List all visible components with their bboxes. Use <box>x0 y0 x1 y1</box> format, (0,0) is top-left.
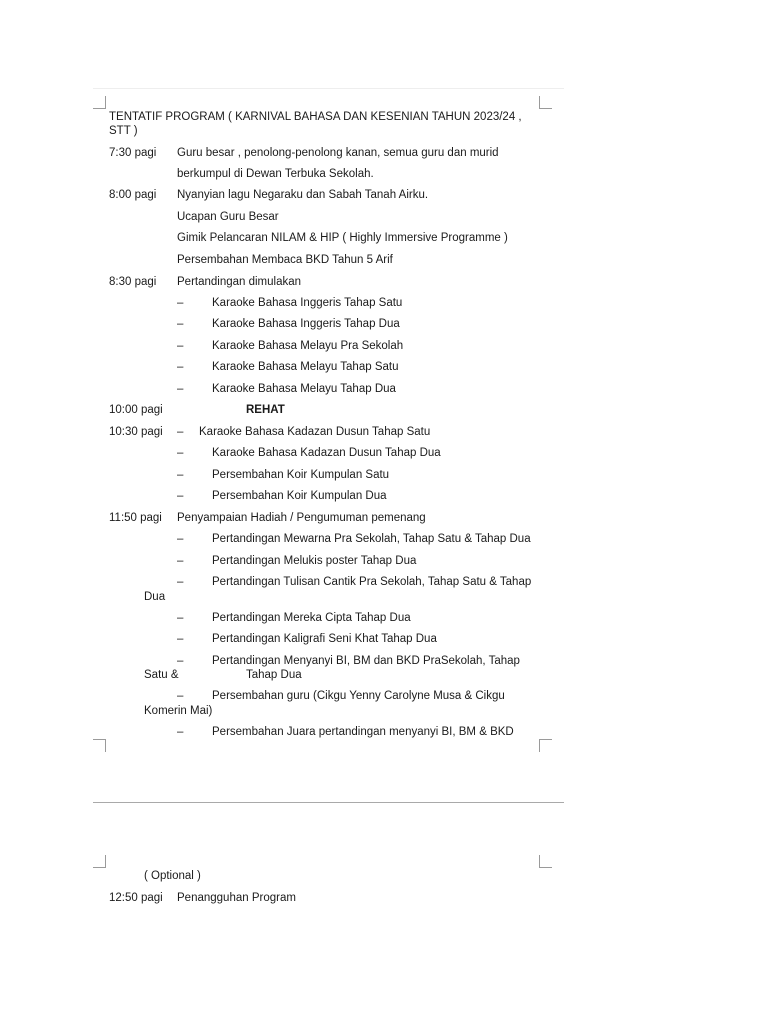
schedule-text: Ucapan Guru Besar <box>177 211 279 223</box>
schedule-text: Penyampaian Hadiah / Pengumuman pemenang <box>177 512 426 524</box>
list-dash: – <box>177 426 184 438</box>
time-label: 7:30 pagi <box>109 147 157 159</box>
list-item: Pertandingan Mereka Cipta Tahap Dua <box>212 612 411 624</box>
crop-mark-top-right <box>539 96 552 109</box>
list-dash: – <box>177 555 184 567</box>
schedule-text: Pertandingan dimulakan <box>177 276 302 288</box>
list-dash: – <box>177 297 184 309</box>
list-item: Pertandingan Menyanyi BI, BM dan BKD PraSekolah, Tahap <box>212 655 520 667</box>
list-dash: – <box>177 490 184 502</box>
list-dash: – <box>177 318 184 330</box>
list-dash: – <box>177 576 184 588</box>
time-label: 8:00 pagi <box>109 189 157 201</box>
document-title: TENTATIF PROGRAM ( KARNIVAL BAHASA DAN KESENIAN TAHUN 2023/24 , <box>109 111 522 123</box>
list-item-wrap: Dua <box>144 591 166 603</box>
list-item-wrap: Tahap Dua <box>246 669 302 681</box>
list-item: Karaoke Bahasa Inggeris Tahap Dua <box>212 318 400 330</box>
list-item: Karaoke Bahasa Melayu Tahap Dua <box>212 383 396 395</box>
optional-label: ( Optional ) <box>144 870 201 882</box>
list-item: Karaoke Bahasa Kadazan Dusun Tahap Satu <box>199 426 431 438</box>
list-dash: – <box>177 533 184 545</box>
list-item-wrap: Komerin Mai) <box>144 705 213 717</box>
document-title-continued: STT ) <box>109 125 138 137</box>
schedule-text: Gimik Pelancaran NILAM & HIP ( Highly Immersive Programme ) <box>177 232 508 244</box>
list-dash: – <box>177 726 184 738</box>
list-item-wrap: Satu & <box>144 669 179 681</box>
list-item: Persembahan guru (Cikgu Yenny Carolyne Musa & Cikgu <box>212 690 505 702</box>
list-dash: – <box>177 340 184 352</box>
list-dash: – <box>177 655 184 667</box>
schedule-text: Penangguhan Program <box>177 892 296 904</box>
list-item: Karaoke Bahasa Melayu Pra Sekolah <box>212 340 404 352</box>
list-item: Persembahan Koir Kumpulan Dua <box>212 490 387 502</box>
page-top-edge <box>93 88 564 89</box>
crop-mark-bottom-left <box>93 739 106 752</box>
crop-mark-bottom-right <box>539 739 552 752</box>
list-dash: – <box>177 383 184 395</box>
list-item: Karaoke Bahasa Inggeris Tahap Satu <box>212 297 403 309</box>
list-dash: – <box>177 633 184 645</box>
list-dash: – <box>177 469 184 481</box>
list-item: Pertandingan Melukis poster Tahap Dua <box>212 555 417 567</box>
page-break-line <box>93 802 564 803</box>
list-item: Persembahan Juara pertandingan menyanyi BI, BM & BKD <box>212 726 514 738</box>
list-item: Pertandingan Kaligrafi Seni Khat Tahap Dua <box>212 633 437 645</box>
list-dash: – <box>177 612 184 624</box>
list-item: Karaoke Bahasa Kadazan Dusun Tahap Dua <box>212 447 441 459</box>
schedule-text: Guru besar , penolong-penolong kanan, semua guru dan murid <box>177 147 499 159</box>
break-label: REHAT <box>246 404 285 416</box>
list-item: Pertandingan Mewarna Pra Sekolah, Tahap Satu & Tahap Dua <box>212 533 531 545</box>
crop-mark-page2-top-left <box>93 855 106 868</box>
schedule-text: Persembahan Membaca BKD Tahun 5 Arif <box>177 254 393 266</box>
crop-mark-top-left <box>93 96 106 109</box>
time-label: 10:30 pagi <box>109 426 163 438</box>
list-dash: – <box>177 690 184 702</box>
time-label: 12:50 pagi <box>109 892 163 904</box>
list-item: Pertandingan Tulisan Cantik Pra Sekolah, Tahap Satu & Tahap <box>212 576 532 588</box>
crop-mark-page2-top-right <box>539 855 552 868</box>
time-label: 11:50 pagi <box>109 512 162 524</box>
list-dash: – <box>177 361 184 373</box>
list-dash: – <box>177 447 184 459</box>
schedule-text: Nyanyian lagu Negaraku dan Sabah Tanah Airku. <box>177 189 429 201</box>
list-item: Persembahan Koir Kumpulan Satu <box>212 469 390 481</box>
time-label: 8:30 pagi <box>109 276 157 288</box>
schedule-text: berkumpul di Dewan Terbuka Sekolah. <box>177 168 374 180</box>
list-item: Karaoke Bahasa Melayu Tahap Satu <box>212 361 399 373</box>
time-label: 10:00 pagi <box>109 404 163 416</box>
